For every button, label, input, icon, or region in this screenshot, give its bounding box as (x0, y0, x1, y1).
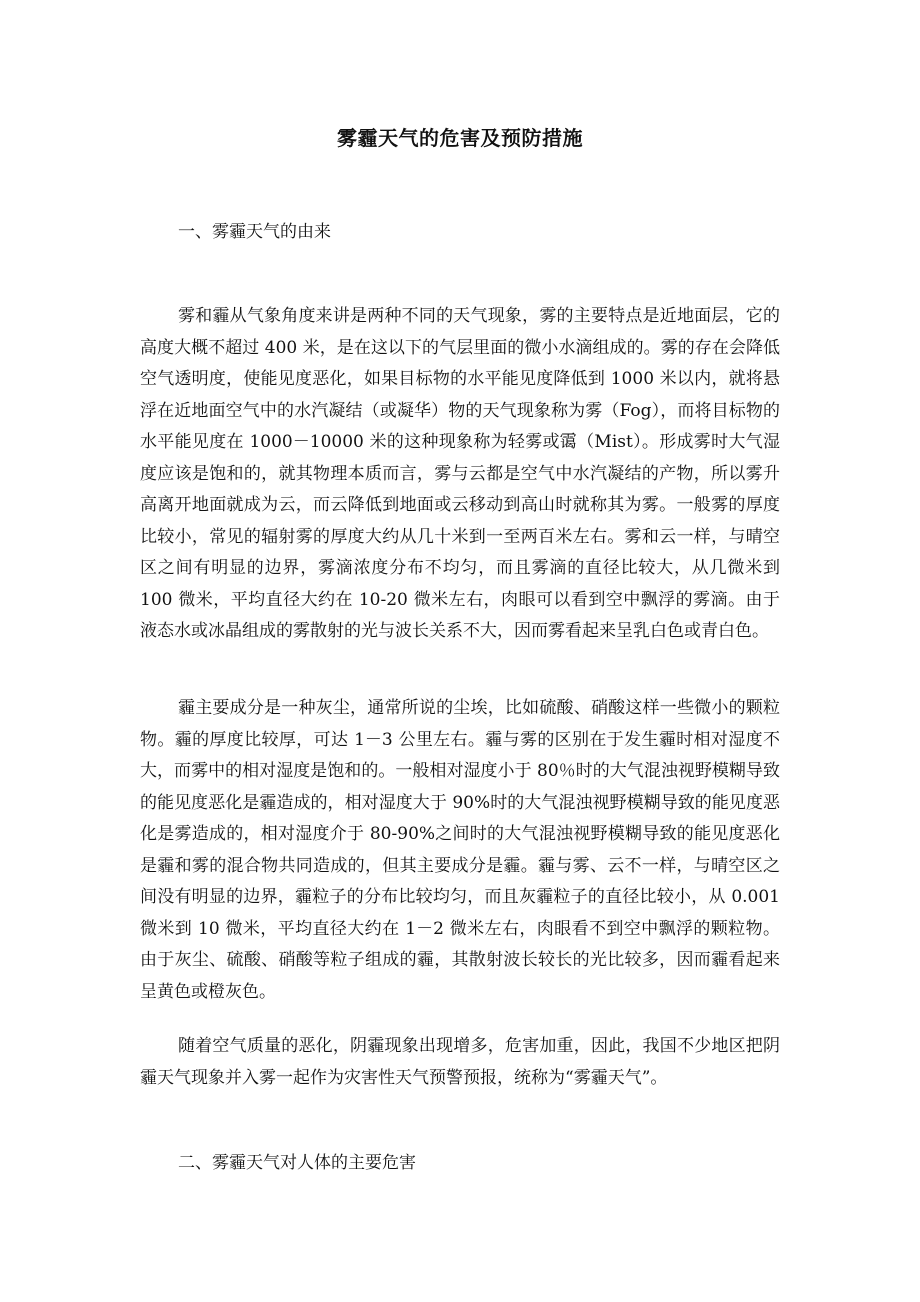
paragraph-haze: 霾主要成分是一种灰尘，通常所说的尘埃，比如硫酸、硝酸这样一些微小的颗粒物。霾的厚度比较厚，可达 1－3 公里左右。霾与雾的区别在于发生霾时相对湿度不大，而雾中的相对湿度是饱和的。一般相对湿度小于 80％时的大气混浊视野模糊导致的能见度恶化是霾造成的，相对湿度大于 90%时的大气混浊视野模糊导致的能见度恶化是雾造成的，相对湿度介于 80-90%之间时的大气混浊视野模糊导致的能见度恶化是霾和雾的混合物共同造成的，但其主要成分是霾。霾与雾、云不一样，与晴空区之间没有明显的边界，霾粒子的分布比较均匀，而且灰霾粒子的直径比较小，从 0.001 微米到 10 微米，平均直径大约在 1－2 微米左右，肉眼看不到空中飘浮的颗粒物。由于灰尘、硫酸、硝酸等粒子组成的霾，其散射波长较长的光比较多，因而霾看起来呈黄色或橙灰色。 (140, 698, 780, 1002)
section-heading-harm: 二、雾霾天气对人体的主要危害 (178, 1153, 416, 1173)
document-title: 雾霾天气的危害及预防措施 (337, 126, 583, 150)
section-heading-origin: 一、雾霾天气的由来 (178, 222, 331, 242)
paragraph-fog: 雾和霾从气象角度来讲是两种不同的天气现象，雾的主要特点是近地面层，它的高度大概不超过 400 米，是在这以下的气层里面的微小水滴组成的。雾的存在会降低空气透明度，使能见度恶化，如果目标物的水平能见度降低到 1000 米以内，就将悬浮在近地面空气中的水汽凝结（或凝华）物的天气现象称为雾（Fog），而将目标物的水平能见度在 1000－10000 米的这种现象称为轻雾或霭（Mist）。形成雾时大气湿度应该是饱和的，就其物理本质而言，雾与云都是空气中水汽凝结的产物，所以雾升高离开地面就成为云，而云降低到地面或云移动到高山时就称其为雾。一般雾的厚度比较小，常见的辐射雾的厚度大约从几十米到一至两百米左右。雾和云一样，与晴空区之间有明显的边界，雾滴浓度分布不均匀，而且雾滴的直径比较大，从几微米到 100 微米，平均直径大约在 10-20 微米左右，肉眼可以看到空中飘浮的雾滴。由于液态水或冰晶组成的雾散射的光与波长关系不大，因而雾看起来呈乳白色或青白色。 (140, 306, 780, 641)
paragraph-smog-warning: 随着空气质量的恶化，阴霾现象出现增多，危害加重，因此，我国不少地区把阴霾天气现象并入雾一起作为灾害性天气预警预报，统称为“雾霾天气”。 (140, 1036, 780, 1088)
